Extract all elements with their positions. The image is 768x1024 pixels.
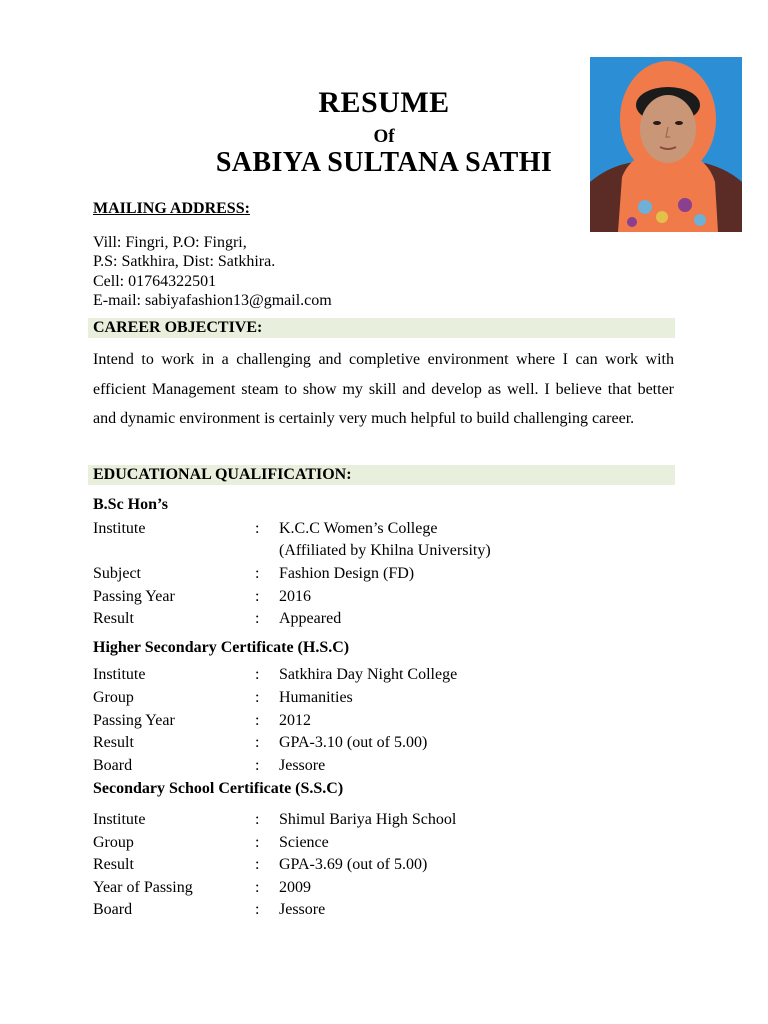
row-value: Jessore (279, 757, 326, 774)
row-label: Passing Year (93, 588, 175, 605)
row-label: Group (93, 689, 134, 706)
row-separator: : (255, 520, 260, 537)
row-separator: : (255, 757, 260, 774)
applicant-name: SABIYA SULTANA SATHI (215, 147, 553, 178)
row-separator: : (255, 610, 260, 627)
row-label: Institute (93, 520, 146, 537)
row-label: Subject (93, 565, 141, 582)
row-label: Institute (93, 811, 146, 828)
resume-title: RESUME (318, 86, 450, 119)
row-value: (Affiliated by Khilna University) (279, 542, 491, 559)
row-value: Shimul Bariya High School (279, 811, 457, 828)
degree-row (0, 588, 768, 610)
degree-row (0, 565, 768, 587)
row-separator: : (255, 666, 260, 683)
degree-title-bsc: B.Sc Hon’s (93, 496, 168, 513)
row-separator: : (255, 565, 260, 582)
row-separator: : (255, 901, 260, 918)
degree-row (0, 901, 768, 923)
row-value: Humanities (279, 689, 353, 706)
row-value: Satkhira Day Night College (279, 666, 458, 683)
address-line-district: P.S: Satkhira, Dist: Satkhira. (93, 253, 276, 270)
degree-row (0, 734, 768, 756)
row-value: 2009 (279, 879, 311, 896)
address-line-email: E-mail: sabiyafashion13@gmail.com (93, 292, 332, 309)
mailing-address-heading: MAILING ADDRESS: (93, 200, 250, 217)
row-label: Group (93, 834, 134, 851)
row-separator: : (255, 712, 260, 729)
profile-photo (590, 57, 742, 232)
degree-title-hsc: Higher Secondary Certificate (H.S.C) (93, 639, 350, 656)
row-label: Result (93, 734, 134, 751)
row-separator: : (255, 588, 260, 605)
row-label: Institute (93, 666, 146, 683)
row-label: Board (93, 901, 133, 918)
career-objective-text (93, 345, 674, 434)
row-label: Year of Passing (93, 879, 193, 896)
row-label: Result (93, 856, 134, 873)
degree-row (0, 666, 768, 688)
row-value: Jessore (279, 901, 326, 918)
degree-row (0, 712, 768, 734)
row-separator: : (255, 834, 260, 851)
education-heading: EDUCATIONAL QUALIFICATION: (93, 466, 352, 483)
row-value: GPA-3.69 (out of 5.00) (279, 856, 428, 873)
degree-row (0, 811, 768, 833)
row-value: 2012 (279, 712, 311, 729)
career-objective-heading: CAREER OBJECTIVE: (93, 319, 263, 336)
degree-row (0, 757, 768, 779)
row-separator: : (255, 811, 260, 828)
degree-row (0, 856, 768, 878)
row-value: Science (279, 834, 329, 851)
row-value: Fashion Design (FD) (279, 565, 415, 582)
address-line-cell: Cell: 01764322501 (93, 273, 217, 290)
row-value: GPA-3.10 (out of 5.00) (279, 734, 428, 751)
row-value: Appeared (279, 610, 342, 627)
row-label: Passing Year (93, 712, 175, 729)
row-label: Board (93, 757, 133, 774)
row-value: 2016 (279, 588, 311, 605)
row-value: K.C.C Women’s College (279, 520, 438, 537)
degree-title-ssc: Secondary School Certificate (S.S.C) (93, 780, 344, 797)
degree-row (0, 879, 768, 901)
degree-row (0, 834, 768, 856)
degree-row (0, 520, 768, 542)
degree-row (0, 689, 768, 711)
degree-row (0, 542, 768, 564)
row-separator: : (255, 689, 260, 706)
resume-of: Of (373, 126, 395, 147)
row-separator: : (255, 879, 260, 896)
career-objective-paragraph: Intend to work in a challenging and completive environment where I can work with efficient Management steam to show my skill and develop as well. I believe that better and dynamic environment is certainly very much helpful to build challenging career. (93, 351, 674, 427)
degree-row (0, 610, 768, 632)
row-separator: : (255, 734, 260, 751)
row-separator: : (255, 856, 260, 873)
address-line-village: Vill: Fingri, P.O: Fingri, (93, 234, 247, 251)
row-label: Result (93, 610, 134, 627)
